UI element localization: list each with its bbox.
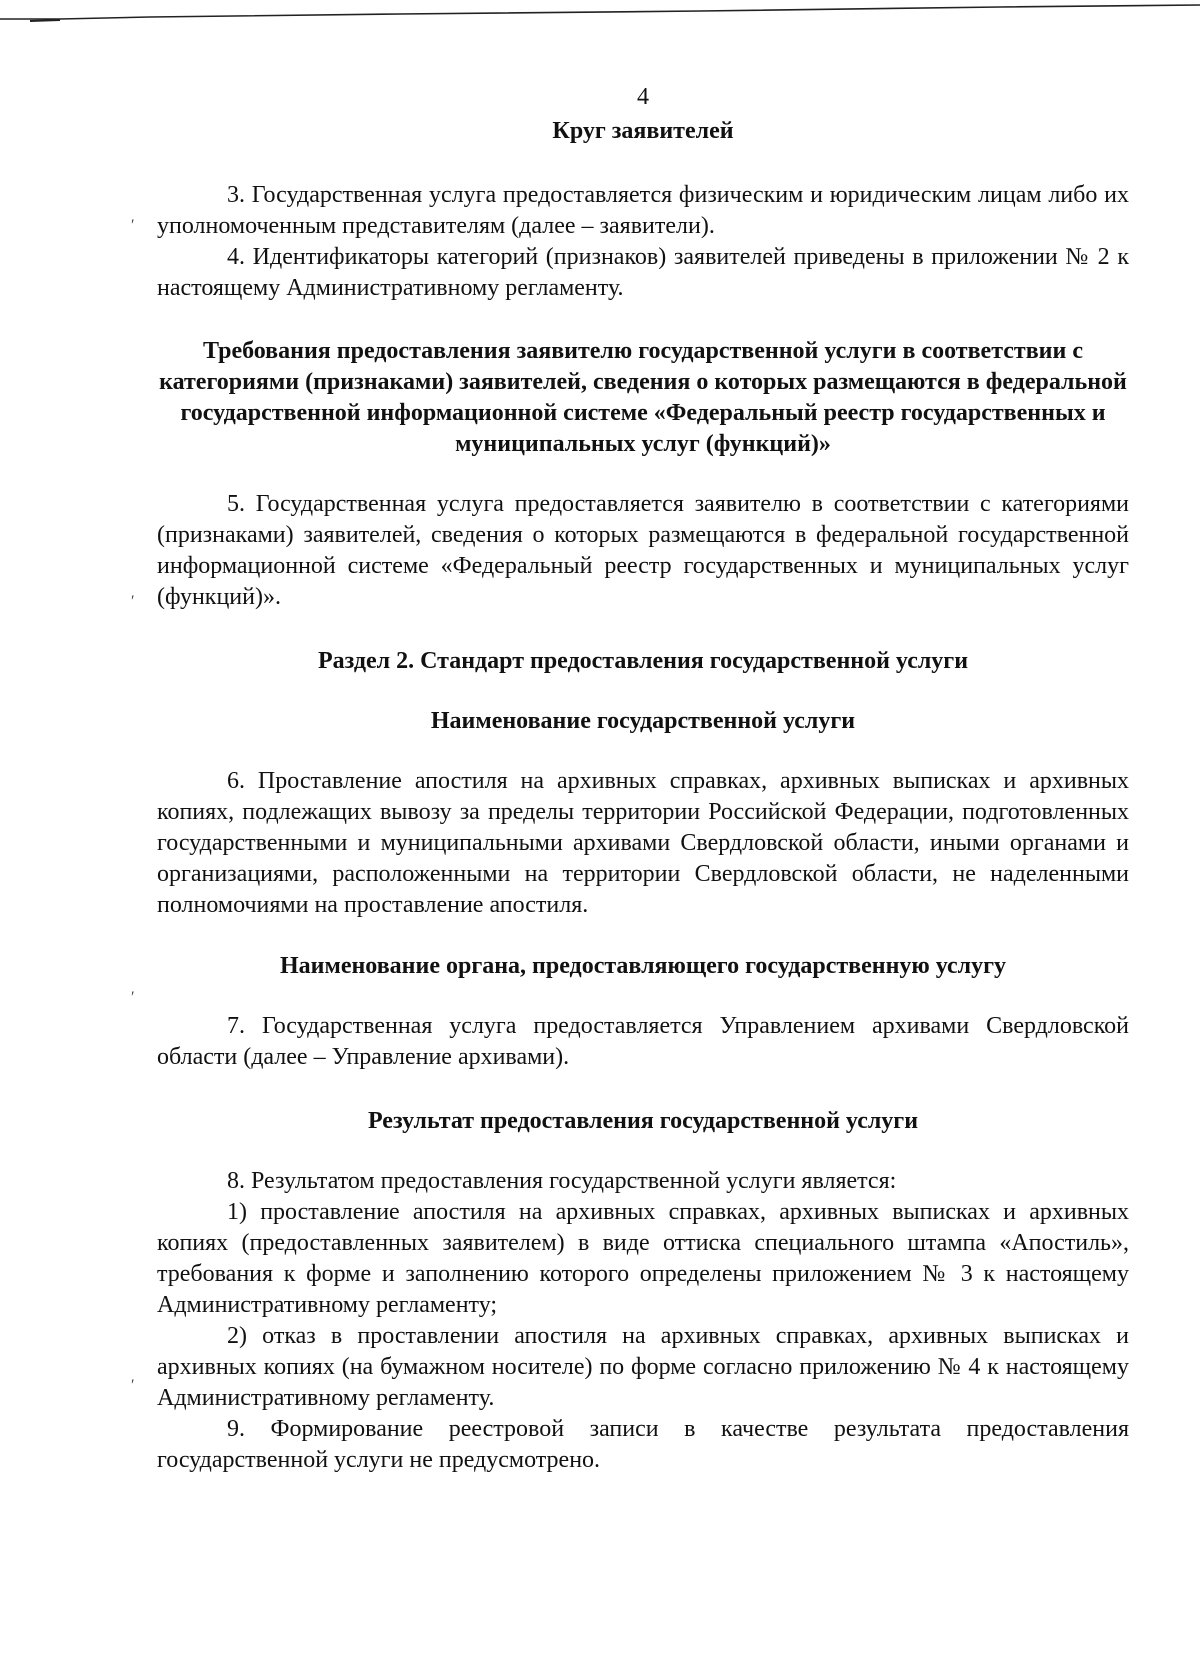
margin-tick: ′ xyxy=(131,217,135,234)
paragraph-9: 9. Формирование реестровой записи в качестве результата предоставления государственной услуги не предусмотрено. xyxy=(157,1416,1129,1473)
paragraph-7: 7. Государственная услуга предоставляется Управлением архивами Свердловской области (далее – Управление архивами). xyxy=(157,1013,1129,1070)
paragraph-8: 8. Результатом предоставления государственной услуги является: xyxy=(227,1168,897,1194)
scan-edge-line xyxy=(0,0,1200,30)
margin-tick: ′ xyxy=(131,989,135,1006)
heading-result: Результат предоставления государственной услуги xyxy=(367,1108,919,1134)
paragraph-3: 3. Государственная услуга предоставляется физическим и юридическим лицам либо их уполномоченным представителям (далее – заявители). xyxy=(157,182,1129,239)
margin-tick: ′ xyxy=(131,1377,135,1394)
heading-section-2: Раздел 2. Стандарт предоставления государственной услуги xyxy=(317,648,969,674)
heading-service-name: Наименование государственной услуги xyxy=(430,708,856,734)
paragraph-4: 4. Идентификаторы категорий (признаков) заявителей приведены в приложении № 2 к настоящему Административному регламенту. xyxy=(157,244,1129,301)
heading-applicants: Круг заявителей xyxy=(552,118,734,144)
margin-tick: ′ xyxy=(131,593,135,610)
paragraph-5: 5. Государственная услуга предоставляется заявителю в соответствии с категориями (признаками) заявителей, сведения о которых размещаются в федеральной государственной информационной системе «Федеральный реестр государственных и муниципальных услуг (функций)». xyxy=(157,491,1129,610)
page-number: 4 xyxy=(637,84,649,110)
heading-requirements: Требования предоставления заявителю государственной услуги в соответствии с категориями (признаками) заявителей, сведения о которых размещаются в федеральной государственной информационной системе «Федеральный реестр государственных и муниципальных услуг (функций)» xyxy=(159,338,1127,457)
paragraph-6: 6. Проставление апостиля на архивных справках, архивных выписках и архивных копиях, подлежащих вывозу за пределы территории Российской Федерации, подготовленных государственными и муниципальными архивами Свердловской области, иными органами и организациями, расположенными на территории Свердловской области, не наделенными полномочиями на проставление апостиля. xyxy=(157,768,1129,918)
document-page xyxy=(157,82,1129,1476)
paragraph-8-item-1: 1) проставление апостиля на архивных справках, архивных выписках и архивных копиях (предоставленных заявителем) в виде оттиска специального штампа «Апостиль», требования к форме и заполнению которого определены приложением № 3 к настоящему Административному регламенту; xyxy=(157,1199,1129,1318)
heading-organ: Наименование органа, предоставляющего государственную услугу xyxy=(279,953,1007,979)
paragraph-8-item-2: 2) отказ в проставлении апостиля на архивных справках, архивных выписках и архивных копиях (на бумажном носителе) по форме согласно приложению № 4 к настоящему Административному регламенту. xyxy=(157,1323,1129,1411)
